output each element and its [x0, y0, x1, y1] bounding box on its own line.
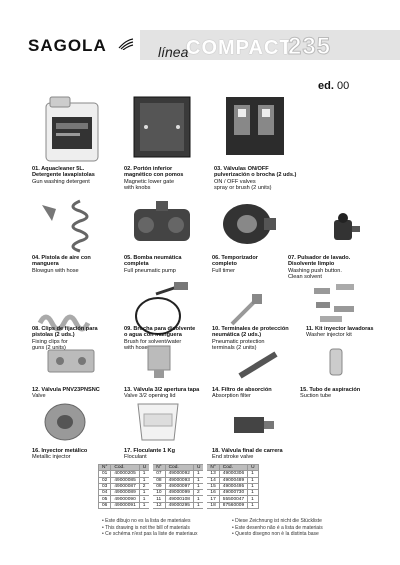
table-cell: 55500047 [219, 496, 247, 502]
brand-logo: SAGOLA [28, 36, 107, 55]
table-cell: 02 [99, 477, 111, 483]
linea-label: línea [158, 44, 189, 60]
table-cell: 1 [193, 502, 205, 508]
table-cell: 1 [193, 496, 205, 502]
table-row [99, 471, 259, 477]
table-cell: 49000091 [111, 502, 139, 508]
table-cell: 1 [139, 471, 151, 477]
swoosh-icon [118, 38, 134, 50]
item-caption-18: 18. Válvula final de carrera End stroke valve [212, 448, 283, 461]
table-cell: 1 [248, 496, 258, 502]
header [0, 0, 400, 72]
injector-kit-image [310, 280, 360, 326]
edition: ed. 00 [318, 80, 350, 92]
table-cell: 15 [205, 483, 219, 489]
table-cell: 09 [151, 483, 165, 489]
item-caption-05: 05. Bomba neumática completa Full pneumatic pump [124, 255, 182, 274]
table-cell: 1 [193, 483, 205, 489]
table-cell: 2 [139, 483, 151, 489]
table-cell: 2 [193, 490, 205, 496]
table-header-row: N° Cod. U N° Cod. U N° Cod. U [99, 465, 259, 471]
onoff-valves-image [224, 95, 286, 157]
table-cell: 14 [205, 477, 219, 483]
table-cell: 10 [151, 490, 165, 496]
table-cell: 49000090 [111, 496, 139, 502]
table-cell: 1 [193, 471, 205, 477]
notes-right: • Diese Zeichnung ist nicht die Stückliste • Este desenho não é a lista de materiais • Questo disegno non è la distinta base [232, 518, 323, 537]
table-cell: 16 [205, 490, 219, 496]
table-cell: 1 [139, 502, 151, 508]
table-cell: 1 [139, 490, 151, 496]
table-cell: 03 [99, 483, 111, 489]
table-cell: 49000108 [165, 496, 193, 502]
end-stroke-valve-image [230, 405, 278, 445]
table-cell: 1 [248, 477, 258, 483]
table-cell: 49000730 [219, 490, 247, 496]
table-cell: 01 [99, 471, 111, 477]
blowgun-hose-image [32, 195, 122, 253]
absorption-filter-image [236, 350, 280, 380]
parts-table [98, 464, 259, 509]
table-cell: 49000099 [165, 490, 193, 496]
item-caption-15: 15. Tubo de aspiración Suction tube [300, 387, 361, 400]
table-cell: 49000085 [111, 477, 139, 483]
item-caption-08: 08. Clips de fijación para pistolas (2 uds.) Fixing clips for guns (2 units) [32, 326, 98, 352]
metallic-injector-image [40, 400, 90, 444]
detergent-can-image [40, 95, 106, 163]
item-caption-10: 10. Terminales de protección neumática (2 uds.) Pneumatic protection terminals (2 units) [212, 326, 289, 352]
timer-image [214, 198, 280, 250]
protection-terminals-image [226, 290, 266, 330]
parts-table-body [99, 471, 259, 509]
item-caption-17: 17. Floculante 1 Kg Floculant [124, 448, 175, 461]
model-number: 235 [288, 33, 332, 60]
table-cell: 07 [151, 471, 165, 477]
table-cell: 13 [205, 471, 219, 477]
table-cell: 1 [139, 477, 151, 483]
item-caption-14: 14. Filtro de absorción Absorption filter [212, 387, 272, 400]
table-cell: 49000087 [111, 483, 139, 489]
notes-left: • Este dibujo no es la lista de materiales • This drawing is not the bill of materials • Ce schéma n'est pas la liste de materiaux [102, 518, 198, 537]
table-cell: 08 [151, 477, 165, 483]
item-caption-04: 04. Pistola de aire con manguera Blowgun with hose [32, 255, 91, 274]
table-cell: 1 [248, 483, 258, 489]
table-cell: 17 [205, 496, 219, 502]
table-cell: 87560009 [219, 502, 247, 508]
table-cell: 04 [99, 490, 111, 496]
table-cell: 05 [99, 496, 111, 502]
table-cell: 11 [151, 496, 165, 502]
pneumatic-pump-image [128, 197, 198, 253]
table-row [99, 477, 259, 483]
table-row [99, 490, 259, 496]
item-caption-13: 13. Válvula 3/2 apertura tapa Valve 3/2 opening lid [124, 387, 200, 400]
table-cell: 49000295 [165, 502, 193, 508]
table-cell: 1 [248, 502, 258, 508]
table-cell: 06 [99, 502, 111, 508]
floculant-tub-image [132, 398, 184, 444]
table-cell: 49000489 [219, 477, 247, 483]
table-cell: 1 [193, 477, 205, 483]
item-caption-09: 09. Brocha para disolvente o agua con manguera Brush for solvent/water with hose [124, 326, 196, 352]
table-cell: 1 [248, 490, 258, 496]
item-caption-11: 11. Kit inyector lavadoras Washer injector kit [306, 326, 374, 339]
table-cell: 40000205 [111, 471, 139, 477]
table-cell: 49000093 [165, 477, 193, 483]
item-caption-06: 06. Temporizador completo Full timer [212, 255, 258, 274]
table-row [99, 483, 259, 489]
table-cell: 1 [139, 496, 151, 502]
item-caption-02: 02. Portón inferior magnético con pomos Magnetic lower gate with knobs [124, 166, 184, 192]
table-cell: 1 [248, 471, 258, 477]
push-button-image [330, 210, 364, 246]
item-caption-16: 16. Inyector metálico Metallic injector [32, 448, 88, 461]
table-cell: 49000097 [165, 483, 193, 489]
item-caption-01: 01. Aquacleaner 5L. Detergente lavapistolas Gun washing detergent [32, 166, 95, 185]
table-row [99, 496, 259, 502]
table-cell: 49000089 [111, 490, 139, 496]
table-cell: 49000092 [165, 471, 193, 477]
table-cell: 49000306 [219, 471, 247, 477]
item-caption-12: 12. Válvula PNV23PNSNC Valve [32, 387, 100, 400]
suction-tube-image [322, 345, 352, 379]
table-cell: 49000495 [219, 483, 247, 489]
table-row [99, 502, 259, 508]
product-name: COMPACT [186, 37, 293, 59]
table-cell: 12 [151, 502, 165, 508]
item-caption-07: 07. Pulsador de lavado. Disolvente limpio Washing push button. Clean solvent [288, 255, 351, 281]
item-caption-03: 03. Válvulas ON/OFF pulverización o brocha (2 uds.) ON / OFF valves spray or brush (2 units) [214, 166, 297, 192]
magnetic-gate-image [132, 95, 192, 159]
table-cell: 18 [205, 502, 219, 508]
